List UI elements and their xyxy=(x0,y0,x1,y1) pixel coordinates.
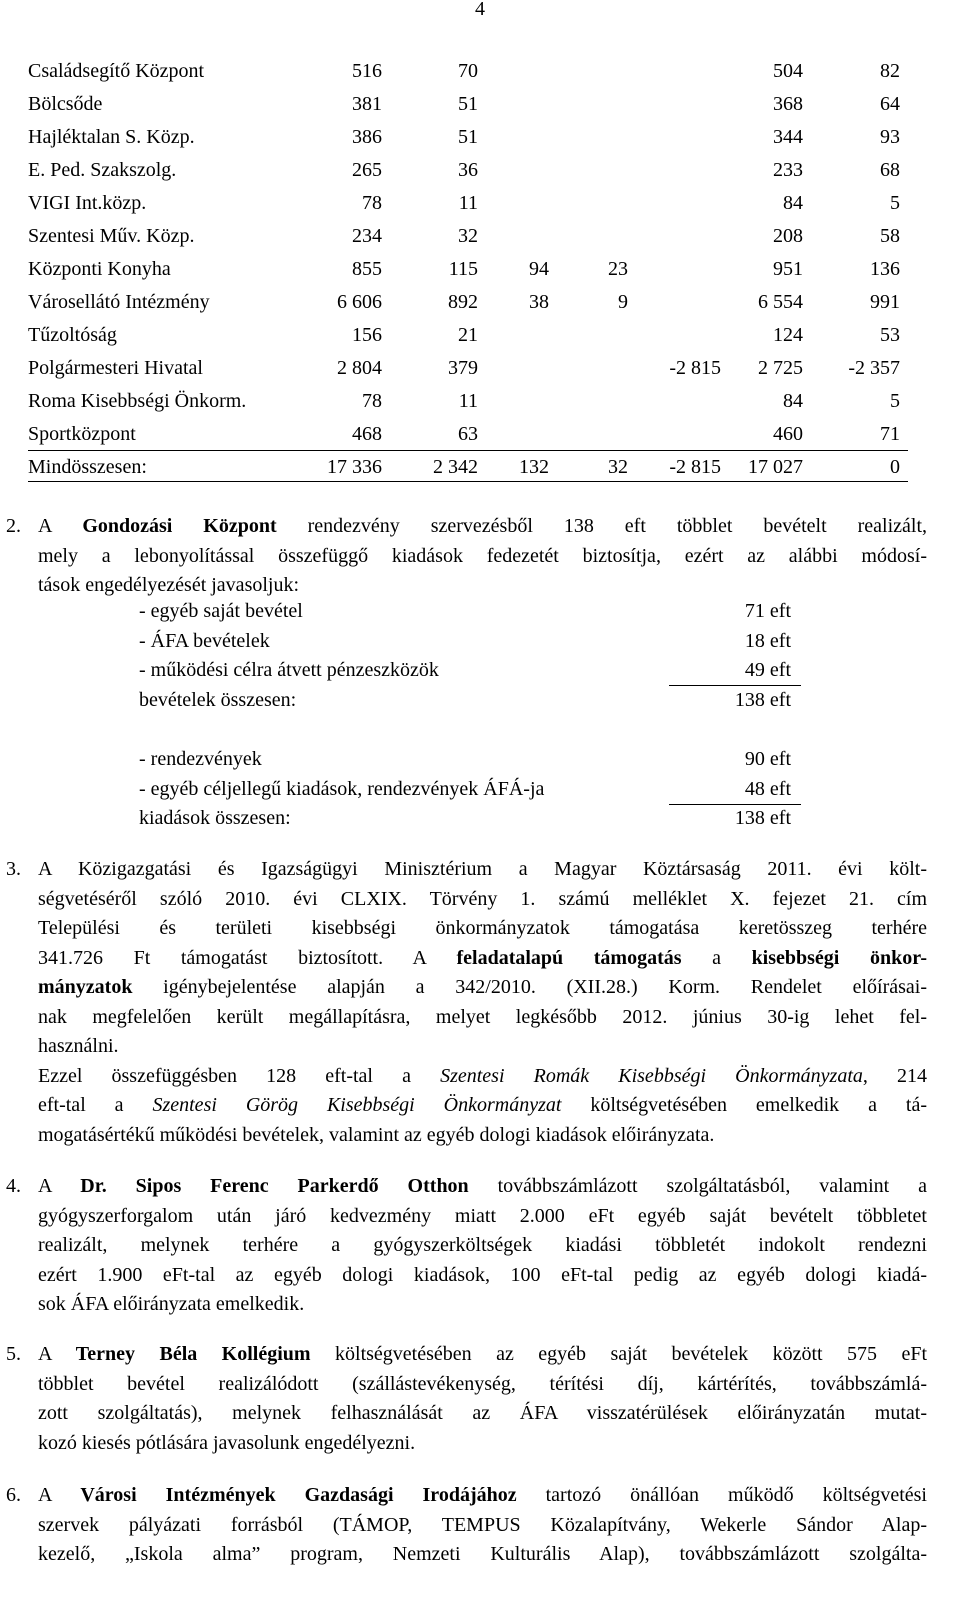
text-line: mely a lebonyolítással összefüggő kiadások fedezetét biztosítja, ezért az alábbi módosí- xyxy=(38,544,927,567)
table-cell: 51 xyxy=(458,93,478,115)
table-cell: 11 xyxy=(458,390,478,412)
table-cell: 5 xyxy=(890,192,900,214)
table-cell: 84 xyxy=(783,192,803,214)
table-cell: 5 xyxy=(890,390,900,412)
table-cell: 156 xyxy=(352,324,382,346)
text-line: használni. xyxy=(38,1035,119,1057)
table-cell: 855 xyxy=(352,258,382,280)
table-cell: 71 xyxy=(880,423,900,445)
text-line: A Gondozási Központ rendezvény szervezésből 138 eft többlet bevételt realizált, xyxy=(38,515,928,537)
list-total: kiadások összesen: 138 eft xyxy=(139,807,791,829)
text-line: Ezzel összefüggésben 128 eft-tal a Szentesi Romák Kisebbségi Önkormányzata, 214 xyxy=(38,1064,928,1087)
text-line: többlet bevétel realizálódott (szállástevékenység, térítési díj, kártérítés, továbbszámlá- xyxy=(38,1372,927,1395)
table-cell: 68 xyxy=(880,159,900,181)
table-cell: 265 xyxy=(352,159,382,181)
table-cell: -2 815 xyxy=(669,357,721,379)
table-cell: 208 xyxy=(773,225,803,247)
table-cell: 93 xyxy=(880,126,900,148)
table-cell: 78 xyxy=(362,390,382,412)
table-cell: 11 xyxy=(458,192,478,214)
row-label: Szentesi Műv. Közp. xyxy=(28,225,195,247)
text-line: ségvetéséről szóló 2010. évi CLXIX. Törvény 1. számú melléklet X. fejezet 21. cím xyxy=(38,887,927,910)
row-label: Hajléktalan S. Közp. xyxy=(28,126,195,148)
table-cell: 6 606 xyxy=(337,291,382,313)
list-item: - egyéb céljellegű kiadások, rendezvények ÁFÁ-ja 48 eft xyxy=(139,777,791,800)
table-row xyxy=(28,385,908,418)
table-cell: 53 xyxy=(880,324,900,346)
list-item: - rendezvények 90 eft xyxy=(139,748,791,770)
row-label: Családsegítő Központ xyxy=(28,60,205,82)
list-total: bevételek összesen: 138 eft xyxy=(139,688,791,711)
budget-table xyxy=(28,55,908,484)
table-row xyxy=(28,418,908,451)
table-cell: 64 xyxy=(880,93,900,115)
table-row xyxy=(28,55,908,88)
text-line: gyógyszerforgalom után járó kedvezmény miatt 2.000 eFt egyéb saját bevételt többletet xyxy=(38,1204,927,1227)
item-5-number: 5. xyxy=(6,1343,21,1365)
page-number: 4 xyxy=(475,0,485,20)
table-row xyxy=(28,253,908,286)
table-cell: 23 xyxy=(608,258,628,280)
institution-name: Városi Intézmények Gazdasági Irodájához xyxy=(80,1484,517,1506)
institution-name: Gondozási Központ xyxy=(82,515,277,537)
row-label: Központi Konyha xyxy=(28,258,171,280)
income-list xyxy=(139,597,801,715)
item-3-number: 3. xyxy=(6,858,21,880)
table-cell: 9 xyxy=(618,291,628,313)
table-cell: 84 xyxy=(783,390,803,412)
row-label: Sportközpont xyxy=(28,423,136,445)
text-line: eft-tal a Szentesi Görög Kisebbségi Önkormányzat költségvetésében emelkedik a tá- xyxy=(38,1094,927,1116)
item-6-number: 6. xyxy=(6,1484,21,1506)
institution-name: Terney Béla Kollégium xyxy=(75,1343,311,1365)
table-cell: 51 xyxy=(458,126,478,148)
row-label: Polgármesteri Hivatal xyxy=(28,357,203,379)
row-label: Roma Kisebbségi Önkorm. xyxy=(28,390,247,412)
table-cell: 386 xyxy=(352,126,382,148)
institution-name: Dr. Sipos Ferenc Parkerdő Otthon xyxy=(80,1175,469,1197)
table-cell: 2 804 xyxy=(337,357,382,379)
list-item: - ÁFA bevételek 18 eft xyxy=(139,629,791,652)
text-line: A Közigazgatási és Igazságügyi Minisztérium a Magyar Köztársaság 2011. évi költ- xyxy=(38,858,927,880)
text-line: kezelő, „Iskola alma” program, Nemzeti Kulturális Alap), továbbszámlázott szolgálta- xyxy=(38,1543,927,1565)
table-cell: 36 xyxy=(458,159,478,181)
item-5-paragraph xyxy=(38,1340,927,1458)
table-row xyxy=(28,286,908,319)
text-line: A Terney Béla Kollégium költségvetésében az egyéb saját bevételek között 575 eFt xyxy=(38,1343,928,1365)
item-4-paragraph xyxy=(38,1172,927,1320)
text-line: sok ÁFA előirányzata emelkedik. xyxy=(38,1293,305,1315)
item-4-number: 4. xyxy=(6,1175,21,1197)
table-cell: 70 xyxy=(458,60,478,82)
table-row xyxy=(28,220,908,253)
table-cell: 892 xyxy=(448,291,478,313)
text-line: A Dr. Sipos Ferenc Parkerdő Otthon továbbszámlázott szolgáltatásból, valamint a xyxy=(38,1175,927,1197)
table-cell: 2 342 xyxy=(433,456,478,478)
text-line: realizált, melynek terhére a gyógyszerköltségek kiadási többletét indokolt rendezni xyxy=(38,1234,927,1256)
list-item: - működési célra átvett pénzeszközök 49 eft xyxy=(139,659,791,681)
table-row xyxy=(28,121,908,154)
item-6-paragraph xyxy=(38,1481,927,1570)
table-cell: 344 xyxy=(773,126,803,148)
row-label: VIGI Int.közp. xyxy=(28,192,147,214)
text-line: mányzatok igénybejelentése alapján a 342/2010. (XII.28.) Korm. Rendelet előírásai- xyxy=(38,976,927,998)
text-line: A Városi Intézmények Gazdasági Irodájához tartozó önállóan működő költségvetési xyxy=(38,1484,927,1506)
table-cell: 516 xyxy=(352,60,382,82)
table-cell: -2 815 xyxy=(669,456,721,478)
row-label: Bölcsőde xyxy=(28,93,103,115)
table-cell: 6 554 xyxy=(758,291,803,313)
table-cell: 21 xyxy=(458,324,478,346)
table-cell: 0 xyxy=(890,456,900,478)
table-cell: 124 xyxy=(773,324,803,346)
table-cell: 504 xyxy=(773,60,803,82)
table-cell: 63 xyxy=(458,423,478,445)
text-line: Települési és területi kisebbségi önkormányzatok támogatása keretösszeg terhére xyxy=(38,917,927,939)
table-cell: 38 xyxy=(529,291,549,313)
table-cell: 381 xyxy=(352,93,382,115)
table-cell: 58 xyxy=(880,225,900,247)
text-line: nak megfelelően került megállapításra, melyet legkésőbb 2012. június 30-ig lehet fel- xyxy=(38,1005,927,1028)
table-row xyxy=(28,154,908,187)
row-label: E. Ped. Szakszolg. xyxy=(28,159,177,181)
table-row xyxy=(28,187,908,220)
table-cell: 32 xyxy=(458,225,478,247)
table-cell: 82 xyxy=(880,60,900,82)
table-cell: 233 xyxy=(773,159,803,181)
table-cell: 94 xyxy=(529,258,549,280)
item-2-number: 2. xyxy=(6,515,21,537)
list-item: - egyéb saját bevétel 71 eft xyxy=(139,600,791,622)
table-cell: 115 xyxy=(448,258,478,280)
table-cell: -2 357 xyxy=(848,357,900,379)
table-cell: 468 xyxy=(352,423,382,445)
row-label: Mindösszesen: xyxy=(28,456,147,478)
item-2-paragraph xyxy=(38,512,927,601)
table-cell: 136 xyxy=(870,258,900,280)
row-label: Tűzoltóság xyxy=(28,324,117,346)
table-row xyxy=(28,88,908,121)
table-cell: 132 xyxy=(519,456,549,478)
table-cell: 234 xyxy=(352,225,382,247)
text-line: kozó kiesés pótlására javasolunk engedélyezni. xyxy=(38,1431,416,1454)
table-cell: 32 xyxy=(608,456,628,478)
table-cell: 379 xyxy=(448,357,478,379)
item-3-paragraph xyxy=(38,855,927,1150)
text-line: mogatásértékű működési bevételek, valamint az egyéb dologi kiadások előirányzata. xyxy=(38,1123,715,1146)
text-line: zott szolgáltatás), melynek felhasználását az ÁFA visszatérülések előirányzatán mutat- xyxy=(38,1402,927,1424)
table-cell: 991 xyxy=(870,291,900,313)
table-cell: 951 xyxy=(773,258,803,280)
table-cell: 368 xyxy=(773,93,803,115)
total-row xyxy=(28,451,908,484)
table-cell: 17 027 xyxy=(748,456,803,478)
table-cell: 17 336 xyxy=(327,456,382,478)
text-line: ezért 1.900 eFt-tal az egyéb dologi kiadások, 100 eFt-tal pedig az egyéb dologi kiadá- xyxy=(38,1263,927,1286)
bottom-rule xyxy=(28,481,908,482)
row-label: Városellátó Intézmény xyxy=(28,291,210,313)
text-line: 341.726 Ft támogatást biztosított. A feladatalapú támogatás a kisebbségi önkor- xyxy=(38,946,927,969)
table-cell: 460 xyxy=(773,423,803,445)
expense-list xyxy=(139,745,801,834)
text-line: tások engedélyezését javasoljuk: xyxy=(38,574,300,596)
table-row xyxy=(28,319,908,352)
table-cell: 78 xyxy=(362,192,382,214)
table-row xyxy=(28,352,908,385)
table-cell: 2 725 xyxy=(758,357,803,379)
text-line: szervek pályázati forrásból (TÁMOP, TEMPUS Közalapítvány, Wekerle Sándor Alap- xyxy=(38,1513,927,1536)
